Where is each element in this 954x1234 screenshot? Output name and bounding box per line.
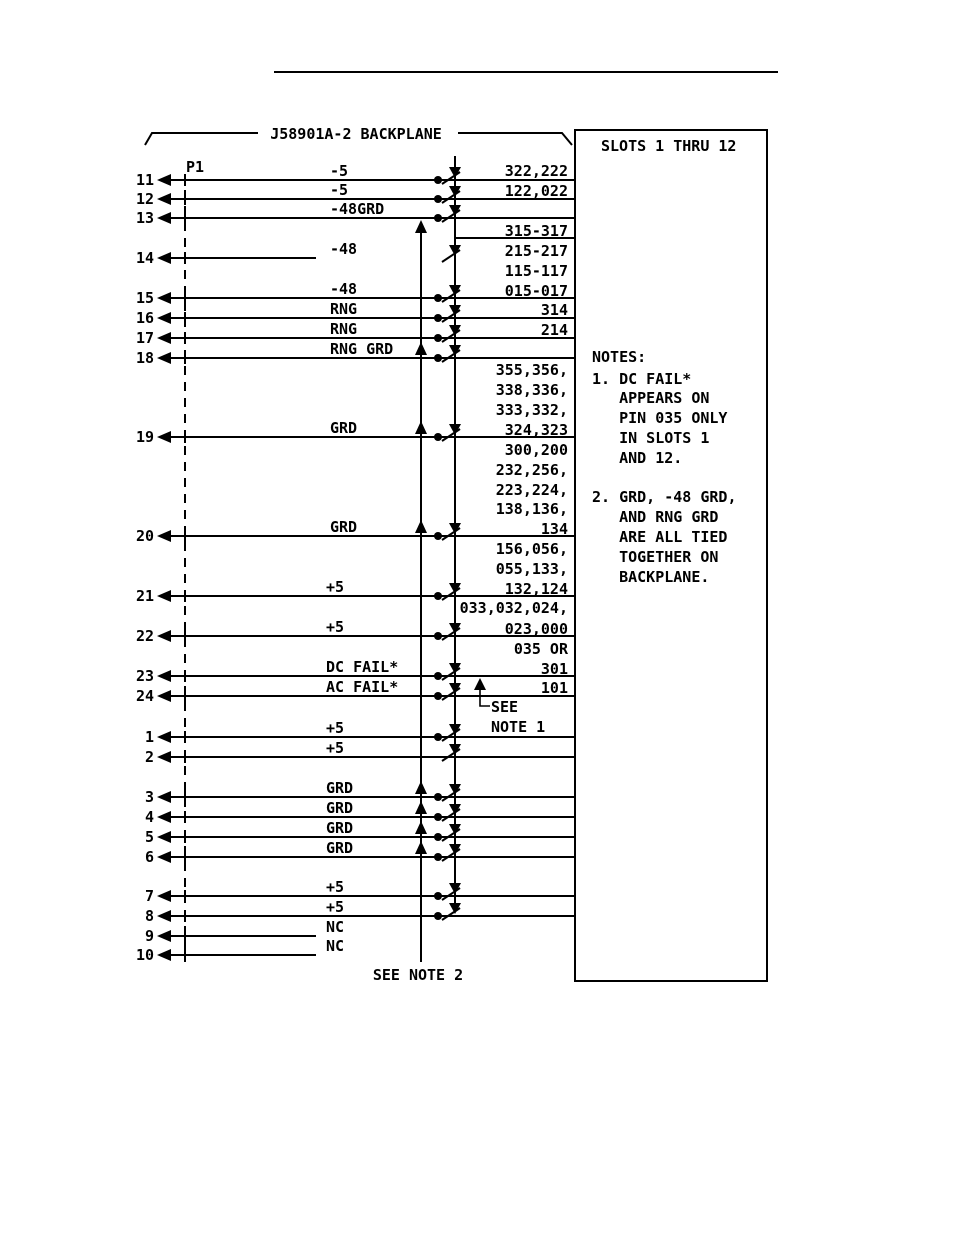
switch-tick [442, 250, 460, 262]
wire-arrowhead [157, 252, 171, 264]
ground-tie-arrow [415, 520, 427, 533]
pin-number: 15 [135, 289, 154, 307]
pin-number: 13 [135, 209, 154, 227]
pin-number: 5 [144, 828, 154, 846]
switch-tick [442, 789, 460, 801]
wire-arrowhead [157, 731, 171, 743]
slot-pin-label: 122,022 [504, 182, 568, 200]
wire-arrowhead [157, 791, 171, 803]
pin-row-5 [145, 819, 575, 846]
pin-number: 22 [135, 627, 154, 645]
note-line: IN SLOTS 1 [592, 429, 710, 447]
pin-row-10 [136, 937, 344, 964]
junction-dot [434, 733, 442, 741]
pin-number: 8 [144, 907, 154, 925]
junction-dot [434, 334, 442, 342]
note-line: AND 12. [592, 449, 683, 467]
signal-label: GRD [326, 779, 354, 797]
see-note-2-label: SEE NOTE 2 [372, 966, 464, 984]
junction-dot [434, 853, 442, 861]
see-note-1-text: NOTE 1 [491, 718, 546, 736]
slot-pin-label: 156,056, [495, 540, 568, 558]
junction-dot [434, 672, 442, 680]
pin-row-7 [145, 878, 575, 905]
junction-dot [434, 214, 442, 222]
switch-tick [442, 908, 460, 920]
slot-pin-label: 055,133, [495, 560, 568, 578]
pin-number: 12 [135, 190, 154, 208]
wire-arrowhead [157, 630, 171, 642]
junction-dot [434, 314, 442, 322]
switch-tick [442, 350, 460, 362]
pin-number: 6 [144, 848, 154, 866]
switch-tick [442, 829, 460, 841]
pin-number: 14 [135, 249, 154, 267]
slot-pin-label: 223,224, [495, 481, 568, 499]
pin-row-2 [145, 739, 575, 766]
pin-number: 3 [144, 788, 154, 806]
wire-arrowhead [157, 690, 171, 702]
pin-number: 16 [135, 309, 154, 327]
switch-tick [442, 809, 460, 821]
signal-label: GRD [326, 839, 354, 857]
junction-dot [434, 692, 442, 700]
pin-number: 7 [144, 887, 154, 905]
pin-number: 10 [135, 946, 154, 964]
slot-pin-label: 322,222 [504, 162, 568, 180]
slot-pin-label: 215-217 [504, 242, 568, 260]
signal-label: -5 [330, 162, 349, 180]
slot-pin-label: 138,136, [495, 500, 568, 518]
wire-arrowhead [157, 332, 171, 344]
wire-arrowhead [157, 930, 171, 942]
signal-label: NC [326, 937, 345, 955]
switch-tick [442, 729, 460, 741]
signal-label: +5 [326, 618, 345, 636]
wire-arrowhead [157, 751, 171, 763]
note-line: AND RNG GRD [592, 508, 719, 526]
slot-pin-label: 314 [540, 301, 568, 319]
pin-number: 17 [135, 329, 154, 347]
signal-label: -48GRD [330, 200, 385, 218]
switch-tick [442, 330, 460, 342]
slot-pin-label: 301 [540, 660, 568, 678]
junction-dot [434, 176, 442, 184]
wire-arrowhead [157, 431, 171, 443]
junction-dot [434, 294, 442, 302]
wire-arrowhead [157, 831, 171, 843]
pin-number: 1 [144, 728, 154, 746]
signal-label: RNG [330, 300, 358, 318]
slot-pin-label: 033,032,024, [459, 599, 568, 617]
wire-arrowhead [157, 212, 171, 224]
slot-pin-label: 232,256, [495, 461, 568, 479]
junction-dot [434, 632, 442, 640]
signal-label: +5 [326, 719, 345, 737]
pin-number: 9 [144, 927, 154, 945]
slots-label: SLOTS 1 THRU 12 [601, 137, 737, 155]
signal-label: +5 [326, 878, 345, 896]
slot-pin-label: 355,356, [495, 361, 568, 379]
pin-row-3 [145, 779, 575, 806]
wire-arrowhead [157, 193, 171, 205]
switch-tick [442, 888, 460, 900]
junction-dot [434, 433, 442, 441]
ground-tie-arrow [415, 801, 427, 814]
switch-tick [442, 749, 460, 761]
junction-dot [434, 912, 442, 920]
slot-pin-label: 214 [540, 321, 568, 339]
connector-label: P1 [186, 158, 205, 176]
ground-bus-arrow [415, 220, 427, 233]
note-line: PIN 035 ONLY [592, 409, 728, 427]
junction-dot [434, 813, 442, 821]
signal-label: DC FAIL* [326, 658, 399, 676]
ground-tie-arrow [415, 841, 427, 854]
switch-tick [442, 172, 460, 184]
ground-tie-arrow [415, 421, 427, 434]
slot-pin-label: 338,336, [495, 381, 568, 399]
title-bracket-right [458, 133, 572, 145]
slot-pin-label: 300,200 [504, 441, 568, 459]
wire-arrowhead [157, 811, 171, 823]
pin-row-6 [145, 839, 575, 866]
signal-label: -5 [330, 181, 349, 199]
ground-tie-arrow [415, 821, 427, 834]
switch-tick [442, 588, 460, 600]
wire-arrowhead [157, 851, 171, 863]
pin-number: 20 [135, 527, 154, 545]
wire-arrowhead [157, 292, 171, 304]
pin-number: 18 [135, 349, 154, 367]
wire-arrowhead [157, 949, 171, 961]
junction-dot [434, 833, 442, 841]
junction-dot [434, 892, 442, 900]
note-line: TOGETHER ON [592, 548, 719, 566]
signal-label: GRD [326, 799, 354, 817]
switch-tick [442, 688, 460, 700]
notes-heading: NOTES: [592, 348, 647, 366]
switch-tick [442, 191, 460, 203]
pin-number: 23 [135, 667, 154, 685]
slot-pin-label: 023,000 [504, 620, 568, 638]
pin-row-4 [145, 799, 575, 826]
signal-label: +5 [326, 739, 345, 757]
slot-pin-labels [455, 162, 575, 697]
slot-pin-label: 132,124 [504, 580, 568, 598]
note-line: BACKPLANE. [592, 568, 710, 586]
switch-tick [442, 628, 460, 640]
signal-label: +5 [326, 578, 345, 596]
title-bracket-left [145, 133, 258, 145]
see-note-1-text: SEE [491, 698, 519, 716]
junction-dot [434, 532, 442, 540]
junction-dot [434, 195, 442, 203]
slot-pin-label: 134 [540, 520, 568, 538]
ground-tie-arrow [415, 342, 427, 355]
slot-pin-label: 333,332, [495, 401, 568, 419]
slot-pin-label: 035 OR [513, 640, 568, 658]
signal-label: NC [326, 918, 345, 936]
signal-label: GRD [326, 819, 354, 837]
wire-arrowhead [157, 590, 171, 602]
signal-label: RNG GRD [330, 340, 394, 358]
wire-arrowhead [157, 530, 171, 542]
slot-pin-label: 101 [540, 679, 568, 697]
junction-dot [434, 793, 442, 801]
note-line: 1. DC FAIL* [592, 370, 692, 388]
signal-label: RNG [330, 320, 358, 338]
note-line: ARE ALL TIED [592, 528, 728, 546]
signal-label: GRD [330, 518, 358, 536]
wire-arrowhead [157, 890, 171, 902]
slot-pin-label: 115-117 [504, 262, 568, 280]
signal-label: AC FAIL* [326, 678, 399, 696]
signal-label: -48 [330, 280, 358, 298]
wire-arrowhead [157, 670, 171, 682]
signal-label: +5 [326, 898, 345, 916]
pin-number: 4 [144, 808, 154, 826]
switch-tick [442, 290, 460, 302]
junction-dot [434, 592, 442, 600]
note-line: 2. GRD, -48 GRD, [592, 488, 737, 506]
see-note-1-callout [474, 678, 545, 736]
wire-arrowhead [157, 352, 171, 364]
wire-arrowhead [157, 174, 171, 186]
pin-number: 2 [144, 748, 154, 766]
wire-arrowhead [157, 910, 171, 922]
switch-tick [442, 668, 460, 680]
switch-tick [442, 429, 460, 441]
ground-tie-arrow [415, 781, 427, 794]
signal-label: -48 [330, 240, 358, 258]
pin-number: 19 [135, 428, 154, 446]
switch-tick [442, 528, 460, 540]
note-line: APPEARS ON [592, 389, 710, 407]
pin-row-9 [145, 918, 344, 945]
switch-tick [442, 849, 460, 861]
signal-label: GRD [330, 419, 358, 437]
switch-tick [442, 310, 460, 322]
pin-number: 24 [135, 687, 154, 705]
junction-dot [434, 354, 442, 362]
backplane-title: J58901A-2 BACKPLANE [270, 125, 442, 143]
pin-row-8 [145, 898, 575, 925]
slot-pin-label: 015-017 [504, 282, 568, 300]
wire-arrowhead [157, 312, 171, 324]
slot-pin-label: 324,323 [504, 421, 568, 439]
slot-pin-label: 315-317 [504, 222, 568, 240]
switch-tick [442, 210, 460, 222]
pin-number: 11 [135, 171, 154, 189]
pin-number: 21 [135, 587, 154, 605]
